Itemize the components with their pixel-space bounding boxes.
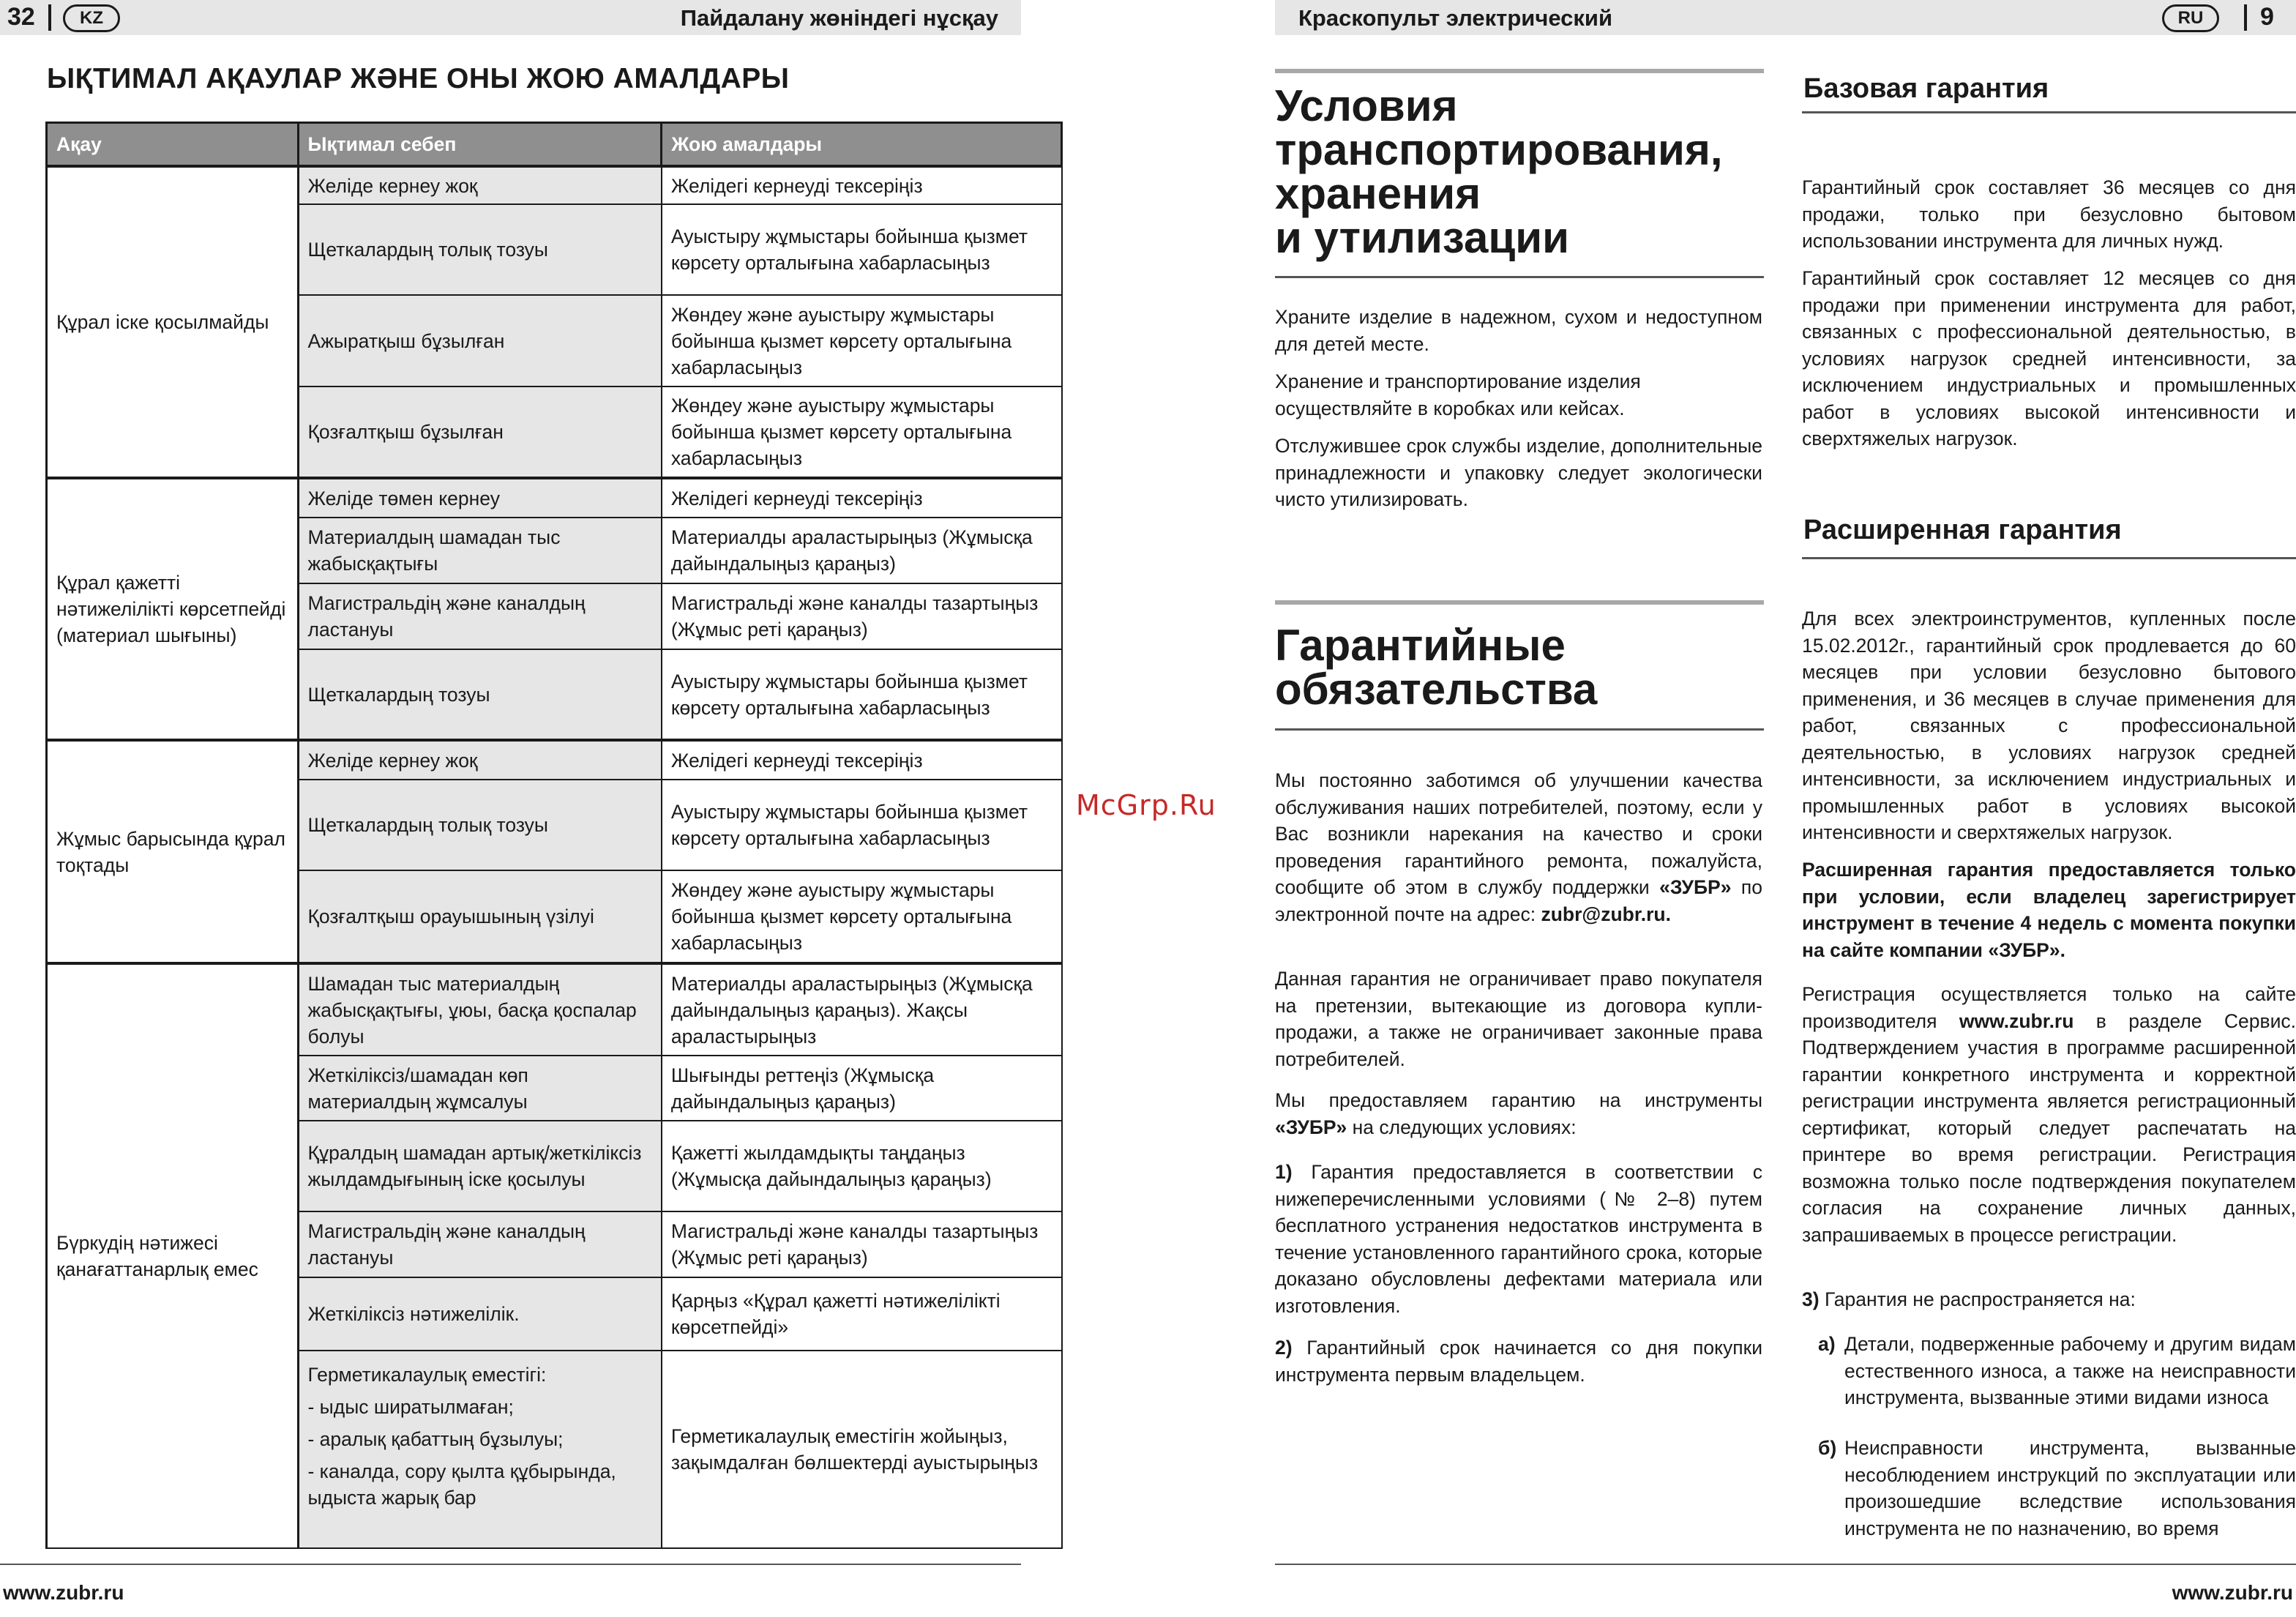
cause-cell: Желіде кернеу жоқ — [298, 166, 662, 204]
seal-cause-item: - ыдыс ширатылмаған; — [307, 1396, 514, 1418]
seal-cause-title: Герметикалаулық еместігі: — [307, 1364, 547, 1386]
basic-warranty-p1: Гарантийный срок составляет 36 месяцев со дня продажи, только при безусловно бытовом использовании инструмента для личных нужд. — [1802, 176, 2296, 252]
action-cell: Материалды араластырыңыз (Жұмысқа дайындалыңыз қараңыз) — [662, 518, 1062, 583]
list-text: Неисправности инструмента, вызванные несоблюдением инструкций по эксплуатации или произошедшие вследствие использования инструмента не по назначению, во время — [1844, 1437, 2296, 1539]
title1-bottom-rule — [1275, 276, 1764, 278]
left-header-title: Пайдалану жөніндегі нұсқау — [680, 5, 998, 31]
condition-number: 2) — [1275, 1337, 1293, 1359]
action-cell: Желідегі кернеуді тексеріңіз — [662, 478, 1062, 518]
action-cell: Магистральді және каналды тазартыңыз (Жұмыс реті қараңыз) — [662, 583, 1062, 649]
title-line: обязательства — [1275, 665, 1598, 714]
action-cell: Ауыстыру жұмыстары бойынша қызмет көрсету орталығына хабарласыңыз — [662, 780, 1062, 870]
conditions-intro — [1275, 1087, 1762, 1140]
warranty-title — [1275, 621, 1598, 714]
right-footer-url[interactable]: www.zubr.ru — [2172, 1581, 2293, 1604]
symptom-cell: Құрал іске қосылмайды — [47, 166, 299, 478]
brand-text: «ЗУБР» — [1275, 1116, 1347, 1138]
title-line: транспортирования, — [1275, 125, 1723, 174]
watermark: McGrp.Ru — [1076, 789, 1216, 821]
table-row — [47, 963, 1062, 1056]
extended-warranty-p2: Расширенная гарантия предоставляется только при условии, если владелец зарегистрирует инструмент в течение 4 недель с момента покупки на сайте компании «ЗУБР». — [1802, 859, 2296, 961]
condition-number: 1) — [1275, 1161, 1293, 1183]
cause-cell: Қозғалтқыш орауышының үзілуі — [298, 870, 662, 963]
cause-cell: Щеткалардың толық тозуы — [298, 780, 662, 870]
action-cell: Магистральді және каналды тазартыңыз (Жұмыс реті қараңыз) — [662, 1211, 1062, 1277]
title-line: Условия — [1275, 81, 1458, 130]
registration-paragraph — [1802, 981, 2296, 1248]
support-paragraph — [1275, 767, 1762, 927]
cause-cell: Материалдың шамадан тыс жабысқақтығы — [298, 518, 662, 583]
action-cell: Жөндеу және ауыстыру жұмыстары бойынша қызмет көрсету орталығына хабарласыңыз — [662, 386, 1062, 478]
text-span: Мы предоставляем гарантию на инструменты — [1275, 1089, 1762, 1111]
condition-number: 3) — [1802, 1288, 1820, 1310]
transport-storage-title — [1275, 81, 1723, 262]
table-header-row — [47, 123, 1062, 167]
title-line: хранения — [1275, 169, 1481, 218]
list-text: Детали, подверженные рабочему и другим видам естественного износа, а также на неисправности инструмента, вызванные этими видами износа — [1844, 1333, 2296, 1408]
cause-cell: Ажыратқыш бұзылған — [298, 295, 662, 386]
action-cell: Желідегі кернеуді тексеріңіз — [662, 740, 1062, 780]
cause-cell: Желіде төмен кернеу — [298, 478, 662, 518]
extended-warranty-title: Расширенная гарантия — [1803, 515, 2122, 545]
list-label: а) — [1818, 1333, 1836, 1355]
site-link[interactable]: www.zubr.ru — [1959, 1009, 2074, 1032]
cause-cell: Жеткіліксіз/шамадан көп материалдың жұмсалуы — [298, 1056, 662, 1121]
action-cell: Ауыстыру жұмыстары бойынша қызмет көрсету орталығына хабарласыңыз — [662, 649, 1062, 740]
right-header-title: Краскопульт электрический — [1298, 5, 1613, 31]
text-span: Гарантийный срок начинается со дня покупки инструмента первым владельцем. — [1275, 1337, 1762, 1386]
text-span: на следующих условиях: — [1347, 1116, 1577, 1138]
action-cell: Қажетті жылдамдықты таңдаңыз (Жұмысқа дайындалыңыз қараңыз) — [662, 1121, 1062, 1211]
action-cell: Жөндеу және ауыстыру жұмыстары бойынша қызмет көрсету орталығына хабарласыңыз — [662, 295, 1062, 386]
title2-top-rule — [1275, 600, 1764, 605]
header-action: Жою амалдары — [662, 123, 1062, 167]
rights-paragraph: Данная гарантия не ограничивает право покупателя на претензии, вытекающие из договора купли-продажи, а также не ограничивает законные права потребителей. — [1275, 968, 1762, 1070]
basic-warranty-p2: Гарантийный срок составляет 12 месяцев со дня продажи при применении инструмента для работ, связанных с профессиональной деятельностью, в условиях нагрузок средней интенсивности, за исключением индустриальных и промышленных работ в условиях высокой интенсивности и сверхтяжелых нагрузок. — [1802, 267, 2296, 449]
transport-paragraph: Хранение и транспортирование изделия осуществляйте в коробках или кейсах. — [1275, 370, 1641, 419]
lang-badge-kz: KZ — [63, 4, 120, 32]
condition-3 — [1802, 1286, 2296, 1313]
seal-cause-item: - каналда, сору қылта құбырында, ыдыста жарық бар — [307, 1460, 616, 1509]
header-cause: Ықтимал себеп — [298, 123, 662, 167]
troubleshooting-title: ЫҚТИМАЛ АҚАУЛАР ЖӘНЕ ОНЫ ЖОЮ АМАЛДАРЫ — [47, 63, 790, 94]
action-cell: Ауыстыру жұмыстары бойынша қызмет көрсету орталығына хабарласыңыз — [662, 204, 1062, 295]
extended-warranty-rule — [1802, 557, 2296, 559]
text-span: в разделе Сервис. Подтверждением участия в программе расширенной гарантии конкретного инструмента и корректной регистрации инструмента является регистрационный сертификат, который следует распечатать на принтере во время регистрации. Регистрация возможна только после подтверждения покупателем согласия на сохранение личных данных, запрашиваемых в процессе регистрации. — [1802, 1009, 2296, 1246]
symptom-cell: Жұмыс барысында құрал тоқтады — [47, 740, 299, 963]
title-line: и утилизации — [1275, 213, 1569, 262]
seal-cause-cell — [298, 1351, 662, 1548]
action-cell: Жөндеу және ауыстыру жұмыстары бойынша қызмет көрсету орталығына хабарласыңыз — [662, 870, 1062, 963]
title2-bottom-rule — [1275, 728, 1764, 731]
lang-badge-ru: RU — [2162, 4, 2219, 32]
left-footer-url[interactable]: www.zubr.ru — [3, 1581, 124, 1604]
table-row — [47, 740, 1062, 780]
action-cell: Герметикалаулық еместігін жойыңыз, зақымдалған бөлшектерді ауыстырыңыз — [662, 1351, 1062, 1548]
symptom-cell: Құрал қажетті нәтижелілікті көрсетпейді (материал шығыны) — [47, 478, 299, 740]
action-cell: Шығынды реттеңіз (Жұмысқа дайындалыңыз қараңыз) — [662, 1056, 1062, 1121]
text-span: Мы постоянно заботимся об улучшении качества обслуживания наших потребителей, поэтому, если у Вас возникли нарекания на качество и сроки проведения гарантийного ремонта, пожалуйста, сообщите об этом в службу поддержки — [1275, 769, 1762, 898]
right-footer-rule — [1275, 1564, 2296, 1565]
title1-top-rule — [1275, 69, 1764, 73]
text-span: Гарантия не распространяется на: — [1819, 1288, 2136, 1310]
seal-cause-item: - аралық қабаттың бұзылуы; — [307, 1428, 564, 1450]
action-cell: Материалды араластырыңыз (Жұмысқа дайындалыңыз қараңыз). Жақсы араластырыңыз — [662, 963, 1062, 1056]
cause-cell: Желіде кернеу жоқ — [298, 740, 662, 780]
title-line: Гарантийные — [1275, 621, 1566, 670]
action-cell: Желідегі кернеуді тексеріңіз — [662, 166, 1062, 204]
table-row — [47, 166, 1062, 204]
extended-warranty-p1: Для всех электроинструментов, купленных после 15.02.2012г., гарантийный срок продлевается до 60 месяцев при условии безусловно бытового применения, и 36 месяцев в случае применения для работ, связанных с профессиональной деятельностью, в условиях нагрузок средней интенсивности, за исключением индустриальных и промышленных работ в условиях высокой интенсивности и сверхтяжелых нагрузок. — [1802, 608, 2296, 843]
cause-cell: Щеткалардың тозуы — [298, 649, 662, 740]
left-page-divider — [48, 4, 51, 31]
cause-cell: Шамадан тыс материалдың жабысқақтығы, ұюы, басқа қоспалар болуы — [298, 963, 662, 1056]
left-footer-rule — [0, 1564, 1021, 1565]
support-email-link[interactable]: zubr@zubr.ru. — [1541, 903, 1671, 925]
basic-warranty-rule — [1802, 111, 2296, 113]
exclusion-item-a — [1818, 1331, 2296, 1411]
cause-cell: Магистральдің және каналдың ластануы — [298, 583, 662, 649]
condition-1 — [1275, 1159, 1762, 1319]
cause-cell: Құралдың шамадан артық/жеткіліксіз жылдамдығының іске қосылуы — [298, 1121, 662, 1211]
cause-cell: Щеткалардың толық тозуы — [298, 204, 662, 295]
troubleshooting-table — [45, 122, 1063, 1549]
text-span: Регистрация осуществляется только на сайте производителя — [1802, 983, 2296, 1032]
right-page-number: 9 — [2260, 3, 2274, 31]
cause-cell: Жеткіліксіз нәтижелілік. — [298, 1277, 662, 1351]
exclusion-item-b — [1818, 1435, 2296, 1542]
storage-paragraph: Храните изделие в надежном, сухом и недоступном для детей месте. — [1275, 306, 1762, 355]
right-page-divider — [2244, 4, 2247, 31]
symptom-cell: Бүркудің нәтижесі қанағаттанарлық емес — [47, 963, 299, 1548]
list-label: б) — [1818, 1437, 1837, 1459]
condition-2 — [1275, 1334, 1762, 1388]
header-fault: Ақау — [47, 123, 299, 167]
left-page-number: 32 — [7, 3, 35, 31]
basic-warranty-title: Базовая гарантия — [1803, 73, 2049, 104]
text-span: по электронной почте на адрес: — [1275, 876, 1763, 925]
cause-cell: Қозғалтқыш бұзылған — [298, 386, 662, 478]
table-row — [47, 478, 1062, 518]
brand-text: «ЗУБР» — [1659, 876, 1732, 898]
disposal-paragraph: Отслужившее срок службы изделие, дополнительные принадлежности и упаковку следует экологически чисто утилизировать. — [1275, 435, 1762, 510]
action-cell: Қарңыз «Құрал қажетті нәтижелілікті көрсетпейді» — [662, 1277, 1062, 1351]
text-span: Гарантия предоставляется в соответствии с нижеперечисленными условиями (№ 2–8) путем бесплатного устранения недостатков инструмента в течение установленного гарантийного срока, которые доказано обусловлены дефектами материала или изготовления. — [1275, 1161, 1762, 1317]
cause-cell: Магистральдің және каналдың ластануы — [298, 1211, 662, 1277]
